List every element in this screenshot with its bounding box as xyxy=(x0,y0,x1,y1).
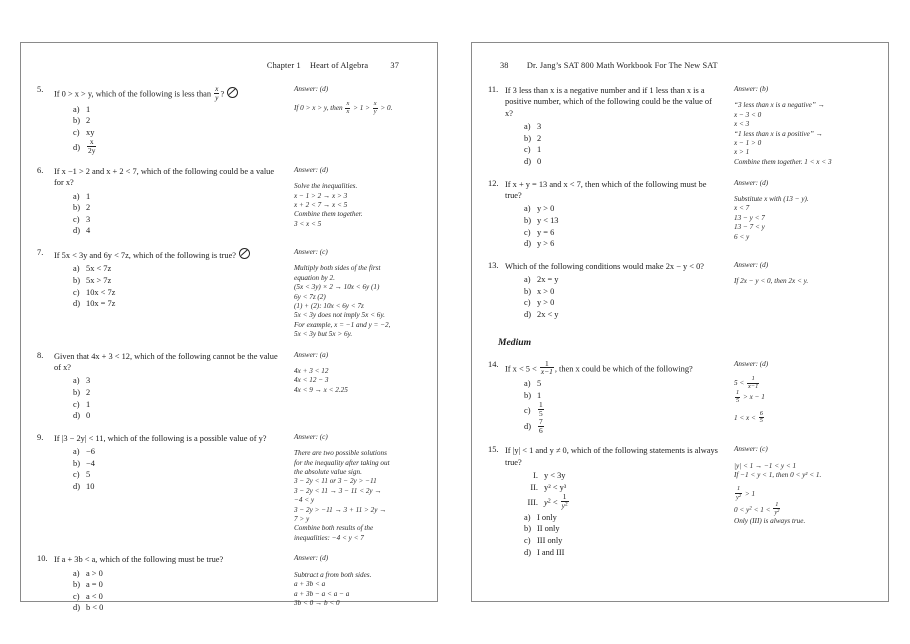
answer-label: Answer: (d) xyxy=(294,165,329,174)
choice-text: y = 6 xyxy=(537,227,555,237)
choice-text: 10x < 7z xyxy=(86,287,116,297)
choice-text: 3 xyxy=(537,122,542,132)
solution-line: Combine them together. 1 < x < 3 xyxy=(734,157,832,166)
choice-b[interactable] xyxy=(37,275,280,287)
left-page-running-head xyxy=(37,61,421,75)
choice-label: c) xyxy=(524,405,531,415)
choice-c[interactable] xyxy=(488,144,720,156)
solution-line: There are two possible solutions xyxy=(294,449,387,458)
choice-a[interactable] xyxy=(488,121,720,133)
choice-b[interactable] xyxy=(37,115,280,127)
stem-text: If 5x < 3y and 6y < 7z, which of the following is true? xyxy=(54,250,237,260)
solution-line: 7 > y xyxy=(294,515,310,524)
answer-label: Answer: (d) xyxy=(294,85,329,93)
choice-b[interactable] xyxy=(488,215,720,227)
choice-label: a) xyxy=(524,512,531,522)
choice-label: c) xyxy=(73,287,80,297)
choice-list xyxy=(37,375,280,421)
choice-a[interactable] xyxy=(37,263,280,275)
right-page xyxy=(471,42,889,602)
solution-line: 5x < 3y does not imply 5x < 6y. xyxy=(294,311,385,320)
choice-label: a) xyxy=(73,376,80,386)
choice-label: a) xyxy=(73,191,80,201)
choice-c[interactable] xyxy=(488,535,720,547)
choice-a[interactable] xyxy=(488,203,720,215)
choice-label: d) xyxy=(73,603,80,613)
statement-label: III. xyxy=(527,497,538,507)
choice-label: a) xyxy=(524,379,531,389)
choice-label: c) xyxy=(524,227,531,237)
choice-b[interactable] xyxy=(488,390,720,402)
choice-c[interactable] xyxy=(488,297,720,309)
fraction-denominator: 5 xyxy=(539,409,543,418)
question-stem: If x −1 > 2 and x + 2 < 7, which of the following could be a value for x? xyxy=(54,166,275,188)
choice-label: c) xyxy=(524,145,531,155)
choice-text: 2 xyxy=(86,116,91,126)
choice-b[interactable] xyxy=(488,133,720,145)
choice-text: y > 6 xyxy=(537,239,555,249)
answer-label: Answer: (d) xyxy=(294,554,329,563)
choice-list xyxy=(37,568,280,614)
choice-label: c) xyxy=(73,470,80,480)
solution-line: (5x < 3y) × 2 → 10x < 6y (1) xyxy=(294,283,380,292)
choice-text: −6 xyxy=(86,447,95,457)
choice-text: y < 13 xyxy=(537,216,559,225)
choice-label: c) xyxy=(73,591,80,601)
chapter-title: Heart of Algebra xyxy=(310,61,369,70)
choice-list xyxy=(37,191,280,237)
choice-label: d) xyxy=(524,239,531,249)
answer-column xyxy=(280,85,421,116)
answer-label: Answer: (c) xyxy=(294,432,328,441)
solution-line: 6 < y xyxy=(734,232,750,241)
choice-b[interactable] xyxy=(37,458,280,470)
solution-line: a + 3b − a < a − a xyxy=(294,589,350,598)
choice-b[interactable] xyxy=(37,579,280,591)
choice-label: a) xyxy=(524,122,531,132)
choice-text: III only xyxy=(537,535,563,545)
choice-text: 2 xyxy=(86,388,91,398)
choice-text: 2x = y xyxy=(537,275,559,285)
choice-d[interactable] xyxy=(488,238,720,250)
solution-line: $\frac{1}{y^2}$ > 1 xyxy=(736,485,756,502)
choice-fraction xyxy=(87,138,96,155)
choice-a[interactable] xyxy=(488,512,720,524)
choice-text: 1 xyxy=(86,191,91,201)
choice-text: 5 xyxy=(86,470,91,480)
no-calculator-icon xyxy=(239,248,250,259)
choice-label: b) xyxy=(524,216,531,225)
choice-text: 3 xyxy=(86,214,91,224)
choice-text: 2 xyxy=(537,133,542,143)
solution-line: x + 2 < 7 → x < 5 xyxy=(294,201,348,209)
question-stem: If a + 3b < a, which of the following must be true? xyxy=(54,555,224,565)
answer-label: Answer: (d) xyxy=(734,359,769,368)
choice-text: x > 0 xyxy=(537,286,555,296)
choice-label: b) xyxy=(73,203,80,213)
inline-fraction xyxy=(540,360,554,377)
choice-text: 3 xyxy=(86,376,91,386)
solution-line: x − 1 > 2 → x > 3 xyxy=(294,191,348,200)
roman-statement-list xyxy=(488,470,720,510)
choice-label: a) xyxy=(73,568,80,578)
question-stem: If |3 − 2y| < 11, which of the following is a possible value of y? xyxy=(54,433,267,443)
question-stem: If x + y = 13 and x < 7, then which of the following must be true? xyxy=(505,179,707,200)
solution-line: inequalities: −4 < y < 7 xyxy=(294,533,364,542)
choice-d[interactable] xyxy=(488,547,720,559)
solution-line: x < 3 xyxy=(734,120,750,129)
statement-label: II. xyxy=(530,482,538,492)
choice-text: I and III xyxy=(537,547,565,557)
solution-line: Solve the inequalities. xyxy=(294,182,358,191)
choice-c[interactable] xyxy=(488,401,720,418)
answer-label: Answer: (c) xyxy=(294,247,328,256)
choice-text: xy xyxy=(86,127,95,137)
answer-column xyxy=(720,261,872,287)
stem-text-tail: ? xyxy=(220,89,225,99)
choice-c[interactable] xyxy=(37,127,280,139)
choice-list xyxy=(488,121,720,167)
choice-label: d) xyxy=(524,547,531,557)
choice-label: d) xyxy=(73,411,80,421)
solution-line: 3 − 2y < 11 or 3 − 2y > −11 xyxy=(294,477,377,486)
fraction-denominator: 2y xyxy=(88,146,96,156)
solution-line: the absolute value sign. xyxy=(294,468,362,477)
choice-label: a) xyxy=(73,264,80,274)
choice-c[interactable] xyxy=(488,227,720,239)
question-stem: If 3 less than x is a negative number and if 1 less than x is a positive number, which of the following could be the value of x? xyxy=(505,86,712,118)
page-folio: 38 xyxy=(500,61,509,70)
choice-list xyxy=(488,203,720,249)
question-7 xyxy=(37,248,421,340)
choice-a[interactable] xyxy=(488,274,720,286)
question-number: 7. xyxy=(37,247,44,257)
book-title: Dr. Jang’s SAT 800 Math Workbook For The New SAT xyxy=(526,61,718,70)
choice-text: y > 0 xyxy=(537,204,555,214)
choice-list xyxy=(37,104,280,155)
choice-label: b) xyxy=(73,388,80,398)
choice-label: b) xyxy=(524,286,531,296)
choice-label: b) xyxy=(73,458,80,468)
choice-c[interactable] xyxy=(37,591,280,603)
question-stem: If |y| < 1 and y ≠ 0, which of the following statements is always true? xyxy=(505,446,718,467)
question-number: 14. xyxy=(488,359,499,369)
choice-d[interactable] xyxy=(37,225,280,237)
choice-a[interactable] xyxy=(37,375,280,387)
statement-text: y < 3y xyxy=(544,471,566,481)
solution-line: If 0 > x > y, then $\frac{x}{x}$ > 1 > $\frac{x}{y}$ > 0. xyxy=(294,100,393,116)
choice-label: d) xyxy=(73,142,80,152)
question-6 xyxy=(37,166,421,237)
choice-label: a) xyxy=(524,275,531,285)
choice-text: −4 xyxy=(86,458,95,468)
choice-text: 1 xyxy=(537,390,542,400)
choice-list xyxy=(488,274,720,320)
choice-text: y > 0 xyxy=(537,298,555,308)
solution-line: for the inequality after taking out xyxy=(294,458,390,467)
question-number: 5. xyxy=(37,85,44,94)
choice-label: d) xyxy=(524,422,531,432)
choice-list xyxy=(488,512,720,558)
answer-label: Answer: (b) xyxy=(734,85,769,93)
choice-text: 5x < 7z xyxy=(86,264,112,274)
choice-b[interactable] xyxy=(37,387,280,399)
answer-label: Answer: (a) xyxy=(294,350,329,359)
choice-label: d) xyxy=(73,482,80,491)
choice-text: 0 xyxy=(86,411,91,421)
choice-text: a = 0 xyxy=(86,580,103,590)
question-stem xyxy=(505,360,720,377)
answer-column xyxy=(280,248,421,340)
choice-label: b) xyxy=(524,133,531,143)
page-folio: 37 xyxy=(390,61,399,70)
statement-text: $y^2$ < $\frac{1}{y^2}$ xyxy=(544,492,568,510)
choice-list xyxy=(37,446,280,492)
choice-label: c) xyxy=(73,214,80,224)
solution-line: Subtract a from both sides. xyxy=(294,570,372,579)
question-15 xyxy=(488,445,872,558)
solution-line: For example, x = −1 and y = −2, xyxy=(294,320,391,329)
question-number: 12. xyxy=(488,178,499,188)
solution-line: $0 < y^2 < 1$ < $\frac{1}{y^2}$ xyxy=(734,500,780,517)
statement-i xyxy=(488,470,720,482)
choice-a[interactable] xyxy=(37,446,280,458)
choice-d[interactable] xyxy=(37,138,280,155)
choice-a[interactable] xyxy=(37,104,280,116)
answer-column xyxy=(280,166,421,229)
solution-line: 3 < x < 5 xyxy=(294,219,322,228)
question-number: 10. xyxy=(37,554,48,564)
choice-text: 5 xyxy=(537,379,542,389)
choice-label: b) xyxy=(524,390,531,400)
choice-label: d) xyxy=(524,309,531,319)
choice-text: 10 xyxy=(86,482,95,491)
solution-line: a + 3b < a xyxy=(294,580,326,589)
choice-label: d) xyxy=(73,226,80,236)
choice-c[interactable] xyxy=(37,287,280,299)
fraction-denominator: 6 xyxy=(539,425,543,435)
choice-text: II only xyxy=(537,524,560,534)
answer-label: Answer: (d) xyxy=(734,260,769,269)
solution-line: x < 7 xyxy=(734,204,750,213)
choice-fraction xyxy=(538,418,544,435)
solution-line: −4 < y xyxy=(294,496,315,505)
choice-label: b) xyxy=(73,275,80,285)
solution-line: Substitute x with (13 − y). xyxy=(734,195,809,203)
choice-text: 2 xyxy=(86,203,91,213)
choice-list xyxy=(37,263,280,309)
solution-line: 3 − 2y > −11 → 3 + 11 > 2y → xyxy=(294,505,387,514)
question-8 xyxy=(37,351,421,422)
solution-line: If −1 < y < 1, then 0 < y² < 1. xyxy=(734,471,822,480)
choice-a[interactable] xyxy=(37,191,280,203)
choice-list xyxy=(488,378,720,434)
choice-c[interactable] xyxy=(37,214,280,226)
solution-line: x − 1 > 0 xyxy=(734,139,762,148)
solution-line: 4x + 3 < 12 xyxy=(294,367,329,376)
choice-d[interactable] xyxy=(37,602,280,614)
choice-text: 10x = 7z xyxy=(86,299,116,309)
answer-label: Answer: (c) xyxy=(734,445,768,454)
statement-label: I. xyxy=(533,471,538,481)
choice-b[interactable] xyxy=(488,286,720,298)
answer-column xyxy=(280,351,421,396)
choice-label: a) xyxy=(524,204,531,214)
choice-label: a) xyxy=(73,447,80,457)
choice-label: d) xyxy=(524,157,531,166)
fraction-denominator: x−1 xyxy=(540,367,553,377)
fraction-denominator: y xyxy=(215,92,219,102)
solution-line: 1 < x < $\frac{6}{5}$ xyxy=(734,409,763,425)
solution-line: Multiply both sides of the first xyxy=(294,264,381,273)
question-stem xyxy=(54,85,280,102)
question-stem: Given that 4x + 3 < 12, which of the following cannot be the value of x? xyxy=(54,351,278,373)
choice-label: d) xyxy=(73,299,80,309)
solution-line: If 2x − y < 0, then 2x < y. xyxy=(734,277,809,286)
right-page-running-head xyxy=(488,61,872,75)
solution-line: |y| < 1 → −1 < y < 1 xyxy=(734,461,797,470)
solution-line: 6y < 7z (2) xyxy=(294,292,326,301)
no-calculator-icon xyxy=(227,87,238,98)
stem-text-part: If 0 > x > y, which of the following is less than xyxy=(54,89,214,99)
stem-text-part: If x < 5 < xyxy=(505,364,539,374)
answer-column xyxy=(720,360,872,425)
choice-text: 1 xyxy=(86,104,91,114)
question-number: 11. xyxy=(488,85,499,94)
solution-line: Only (III) is always true. xyxy=(734,517,806,526)
choice-label: c) xyxy=(524,535,531,545)
choice-text: 0 xyxy=(537,157,542,166)
solution-line: Combine both results of the xyxy=(294,524,374,533)
choice-label: c) xyxy=(73,127,80,137)
question-number: 6. xyxy=(37,165,44,175)
choice-text: b < 0 xyxy=(86,603,104,613)
chapter-number: Chapter 1 xyxy=(266,61,301,70)
choice-fraction xyxy=(538,401,544,418)
statement-iii xyxy=(488,493,720,510)
solution-line: equation by 2. xyxy=(294,273,335,282)
choice-c[interactable] xyxy=(37,399,280,411)
choice-d[interactable] xyxy=(488,309,720,321)
solution-line: 3b < 0 → b < 0 xyxy=(294,598,340,607)
choice-text: 2x < y xyxy=(537,309,559,319)
solution-line: 5x < 3y but 5x > 6y. xyxy=(294,330,353,339)
solution-line: 3 − 2y < 11 → 3 − 11 < 2y → xyxy=(294,486,382,495)
choice-label: b) xyxy=(73,116,80,126)
solution-line: 4x < 12 − 3 xyxy=(294,376,329,385)
choice-c[interactable] xyxy=(37,469,280,481)
choice-text: a > 0 xyxy=(86,568,103,578)
question-14 xyxy=(488,360,872,435)
choice-label: b) xyxy=(524,524,531,534)
question-9 xyxy=(37,433,421,543)
choice-a[interactable] xyxy=(37,568,280,580)
solution-line: 13 − 7 < y xyxy=(734,223,765,232)
fraction-numerator: 1 xyxy=(540,360,554,369)
stem-text-tail: , then x could be which of the following? xyxy=(554,364,693,374)
question-number: 13. xyxy=(488,260,499,270)
solution-line: $\frac{1}{5}$ > x − 1 xyxy=(736,389,765,404)
choice-d[interactable] xyxy=(37,481,280,493)
choice-text: I only xyxy=(537,512,557,522)
choice-label: c) xyxy=(73,399,80,409)
fraction-numerator: x xyxy=(87,138,96,147)
left-page xyxy=(20,42,438,613)
inline-fraction xyxy=(214,85,219,102)
choice-d[interactable] xyxy=(488,418,720,435)
question-10 xyxy=(37,554,421,614)
fraction-numerator: x xyxy=(215,84,219,93)
fraction-numerator: 1 xyxy=(539,400,543,410)
choice-b[interactable] xyxy=(488,523,720,535)
choice-d[interactable] xyxy=(37,298,280,310)
answer-column xyxy=(280,433,421,543)
section-heading: Medium xyxy=(498,336,532,348)
choice-d[interactable] xyxy=(37,410,280,422)
choice-text: 1 xyxy=(537,145,542,155)
fraction-numerator: 7 xyxy=(539,416,543,426)
answer-column xyxy=(720,445,872,526)
solution-line: x > 1 xyxy=(734,148,750,157)
solution-line: Combine them together. xyxy=(294,210,363,219)
choice-text: 5x > 7z xyxy=(86,275,112,285)
choice-d[interactable] xyxy=(488,156,720,168)
choice-label: b) xyxy=(73,580,80,590)
question-11 xyxy=(488,85,872,168)
choice-b[interactable] xyxy=(37,202,280,214)
answer-label: Answer: (d) xyxy=(734,178,769,187)
solution-line: “1 less than x is a positive” → xyxy=(734,129,823,138)
question-12 xyxy=(488,179,872,250)
question-13 xyxy=(488,261,872,321)
statement-text: y² < y³ xyxy=(544,482,567,492)
solution-line: 5 < $\frac{1}{x-1}$ xyxy=(734,374,759,390)
choice-text: 4 xyxy=(86,226,91,236)
solution-line: “3 less than x is a negative” → xyxy=(734,101,825,110)
choice-text: 1 xyxy=(86,399,91,409)
statement-ii xyxy=(488,482,720,494)
question-stem xyxy=(54,248,280,261)
answer-column xyxy=(720,179,872,242)
question-stem: Which of the following conditions would make 2x − y < 0? xyxy=(505,261,705,271)
answer-column xyxy=(280,554,421,608)
question-5 xyxy=(37,85,421,155)
question-number: 8. xyxy=(37,350,44,360)
choice-label: c) xyxy=(524,298,531,308)
choice-label: a) xyxy=(73,104,80,114)
solution-line: 13 − y < 7 xyxy=(734,213,765,222)
choice-text: a < 0 xyxy=(86,591,103,601)
solution-line: x − 3 < 0 xyxy=(734,110,762,119)
choice-a[interactable] xyxy=(488,378,720,390)
answer-column xyxy=(720,85,872,167)
solution-line: 4x < 9 → x < 2.25 xyxy=(294,385,348,394)
question-number: 9. xyxy=(37,432,44,442)
question-number: 15. xyxy=(488,445,499,455)
solution-line: (1) + (2): 10x < 6y < 7z xyxy=(294,302,364,310)
